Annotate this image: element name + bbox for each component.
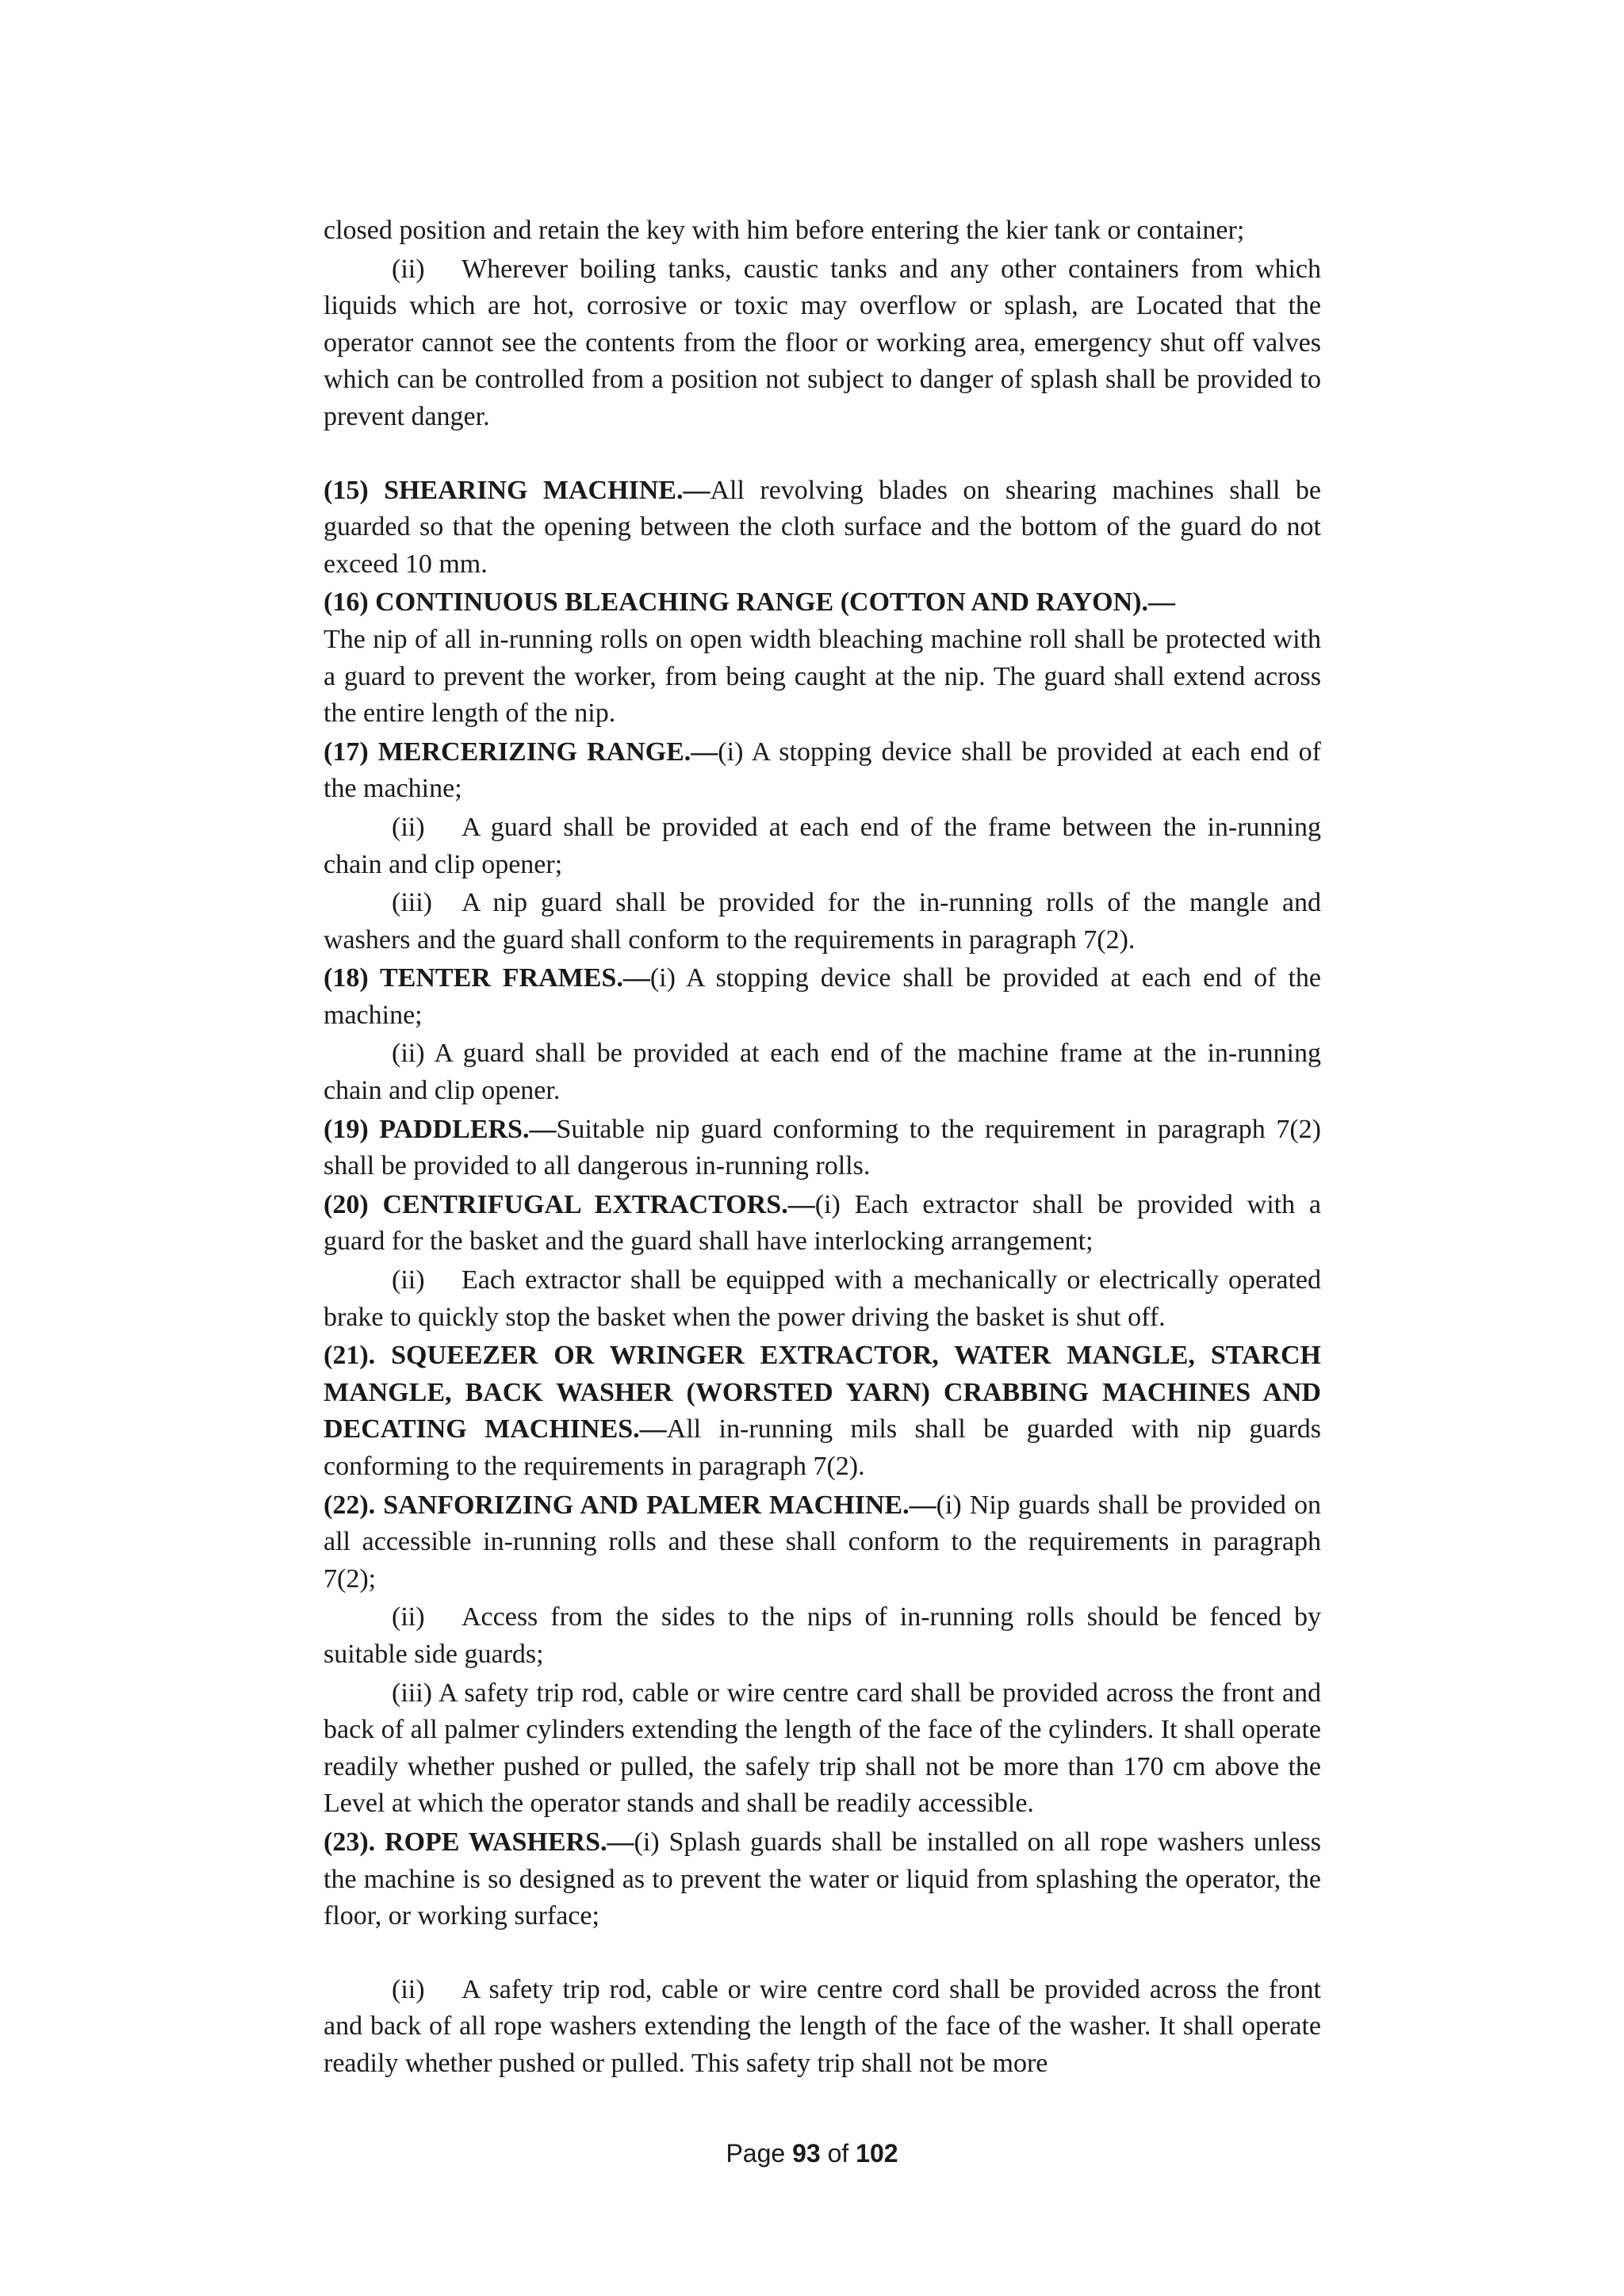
section-text: (i) Splash guards shall be installed on all rope washers unless the machine is so designed as to prevent the water or liquid from splashing the operator, the floor, or working surface; bbox=[324, 1827, 1321, 1931]
clause-text: Access from the sides to the nips of in-running rolls should be fenced by suitable side guards; bbox=[324, 1602, 1321, 1669]
clause-number: (ii) bbox=[392, 1602, 425, 1632]
section-text: The nip of all in-running rolls on open width bleaching machine roll shall be protected with a guard to prevent the worker, from being caught at the nip. The guard shall extend across the entire length of the nip. bbox=[324, 624, 1321, 729]
section-17 bbox=[324, 734, 1321, 808]
section-23 bbox=[324, 1824, 1321, 1935]
section-text: (i) Each extractor shall be provided with a guard for the basket and the guard shall have interlocking arrangement; bbox=[324, 1189, 1321, 1257]
section-text: All revolving blades on shearing machines shall be guarded so that the opening between the cloth surface and the bottom of the guard do not exceed 10 mm. bbox=[324, 475, 1322, 579]
section-text: (i) Nip guards shall be provided on all accessible in-running rolls and these shall conform to the requirements in paragraph 7(2); bbox=[324, 1490, 1321, 1594]
section-18 bbox=[324, 960, 1321, 1034]
section-20 bbox=[324, 1187, 1321, 1261]
clause-number: (ii) bbox=[392, 1974, 425, 2004]
clause-number: (ii) bbox=[392, 254, 425, 284]
section-22 bbox=[324, 1487, 1321, 1598]
page-label: Page bbox=[726, 2139, 786, 2168]
section-heading: (22). SANFORIZING AND PALMER MACHINE.— bbox=[324, 1490, 936, 1520]
section-21 bbox=[324, 1337, 1321, 1485]
section-heading: (21). SQUEEZER OR WRINGER EXTRACTOR, WATER MANGLE, STARCH MANGLE, BACK WASHER (WORSTED YARN) CRABBING MACHINES AND DECATING MACHINES.— bbox=[324, 1341, 1321, 1445]
section-heading: (17) MERCERIZING RANGE.— bbox=[324, 737, 718, 767]
section-19 bbox=[324, 1112, 1321, 1185]
clause-text: Each extractor shall be equipped with a mechanically or electrically operated brake to quickly stop the basket when the power driving the basket is shut off. bbox=[324, 1265, 1321, 1332]
clause-number: (ii) bbox=[392, 1265, 425, 1295]
total-page-count: 102 bbox=[856, 2139, 898, 2168]
continuation-text: closed position and retain the key with him before entering the kier tank or container; bbox=[324, 216, 1245, 245]
clause-23-ii bbox=[324, 1972, 1321, 2083]
section-heading: (18) TENTER FRAMES.— bbox=[324, 963, 650, 993]
section-16 bbox=[324, 584, 1321, 732]
clause-22-ii bbox=[324, 1599, 1321, 1673]
clause-number: (iii) bbox=[392, 888, 432, 918]
clause-number: (ii) bbox=[392, 812, 425, 842]
clause-text: A guard shall be provided at each end of the frame between the in-running chain and clip opener; bbox=[324, 812, 1321, 879]
clause-17-ii bbox=[324, 809, 1321, 883]
clause-text: Wherever boiling tanks, caustic tanks and any other containers from which liquids which are hot, corrosive or toxic may overflow or splash, are Located that the operator cannot see the contents from the floor or working area, emergency shut off valves which can be controlled from a position not subject to danger of splash shall be provided to prevent danger. bbox=[324, 254, 1321, 431]
section-heading: (15) SHEARING MACHINE.— bbox=[324, 475, 710, 505]
current-page-number: 93 bbox=[792, 2139, 821, 2168]
clause-text: A nip guard shall be provided for the in-running rolls of the mangle and washers and the guard shall conform to the requirements in paragraph 7(2). bbox=[324, 888, 1321, 955]
section-text: Suitable nip guard conforming to the requirement in paragraph 7(2) shall be provided to all dangerous in-running rolls. bbox=[324, 1114, 1321, 1181]
clause-17-iii bbox=[324, 885, 1321, 959]
section-heading: (16) CONTINUOUS BLEACHING RANGE (COTTON AND RAYON).— bbox=[324, 587, 1175, 618]
document-body bbox=[324, 212, 1321, 2084]
page-footer bbox=[0, 2139, 1624, 2168]
clause-18-ii: (ii) A guard shall be provided at each end of the machine frame at the in-running chain and clip opener. bbox=[324, 1039, 1321, 1106]
clause-14-ii bbox=[324, 251, 1321, 436]
section-heading: (20) CENTRIFUGAL EXTRACTORS.— bbox=[324, 1189, 815, 1219]
clause-text: A safety trip rod, cable or wire centre cord shall be provided across the front and back of all rope washers extending the length of the face of the washer. It shall operate readily whether pushed or pulled. This safety trip shall not be more bbox=[324, 1974, 1321, 2078]
section-heading: (19) PADDLERS.— bbox=[324, 1114, 557, 1144]
section-text: (i) A stopping device shall be provided at each end of the machine; bbox=[324, 737, 1321, 804]
section-15 bbox=[324, 473, 1321, 584]
section-text: (i) A stopping device shall be provided at each end of the machine; bbox=[324, 963, 1321, 1030]
clause-20-ii bbox=[324, 1262, 1321, 1336]
clause-22-iii: (iii) A safety trip rod, cable or wire centre card shall be provided across the front and back of all palmer cylinders extending the length of the face of the cylinders. It shall operate readily whether pushed or pulled, the safely trip shall not be more than 170 cm above the Level at which the operator stands and shall be readily accessible. bbox=[324, 1678, 1321, 1819]
section-text: All in-running mils shall be guarded with nip guards conforming to the requirements in paragraph 7(2). bbox=[324, 1414, 1321, 1481]
page-of-label: of bbox=[827, 2139, 849, 2168]
section-heading: (23). ROPE WASHERS.— bbox=[324, 1827, 634, 1857]
